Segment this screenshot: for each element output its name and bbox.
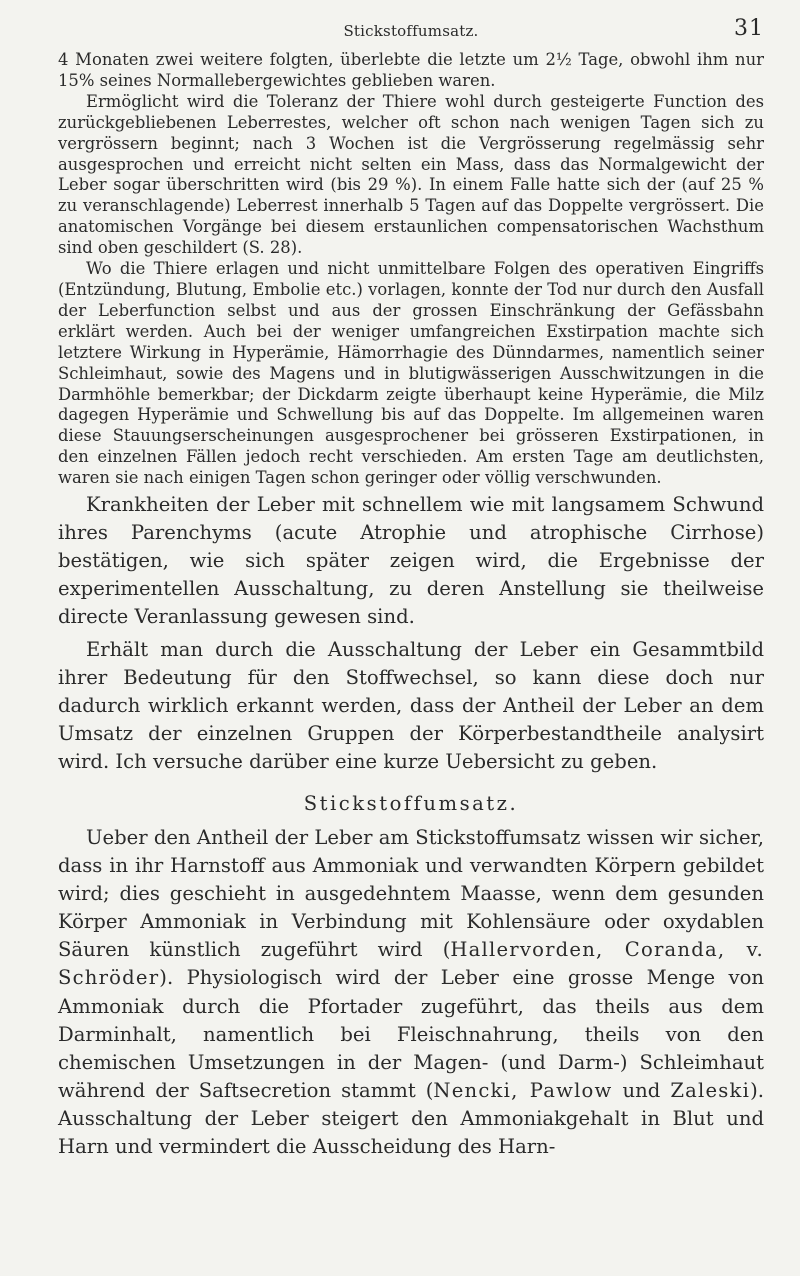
author-names: Zaleski (670, 1078, 751, 1102)
paragraph-large-2: Erhält man durch die Ausschaltung der Leber ein Gesammtbild ihrer Bedeutung für den Stoffwechsel, so kann diese doch nur dadurch wirklich erkannt werden, dass der Antheil der Leber an dem Umsatz der einzelnen Gruppen der Körperbestandtheile analysirt wird. Ich versuche darüber eine kurze Uebersicht zu geben. (58, 637, 764, 773)
text-segment: ). Ausschaltung der Leber steigert den Ammoniakgehalt in Blut und Harn und vermindert die Ausscheidung des Harn- (58, 1078, 764, 1158)
main-text-section (58, 491, 764, 776)
section-heading: Stickstoffumsatz. (303, 791, 519, 815)
paragraph-small-2: Ermöglicht wird die Toleranz der Thiere wohl durch gesteigerte Function des zurückgebliebenen Leberrestes, welcher oft schon nach wenigen Tagen sich zu vergrössern beginnt; nach 3 Wochen ist die Vergrösserung regelmässig sehr ausgesprochen und erreicht nicht selten ein Mass, dass das Normalgewicht der Leber sogar überschritten wird (bis 29 %). In einem Falle hatte sich der (auf 25 % zu veranschlagende) Leberrest innerhalb 5 Tagen auf das Doppelte vergrössert. Die anatomischen Vorgänge bei diesem erstaunlichen compensatorischen Wachsthum sind oben geschildert (S. 28). (58, 91, 764, 258)
page-number: 31 (734, 16, 764, 41)
running-head: Stickstoffumsatz. (343, 22, 479, 40)
author-names: Nencki, Pawlow (433, 1078, 613, 1102)
section-body (58, 824, 764, 1161)
author-names: Hallervorden, Coranda, v. Schröder (58, 938, 764, 990)
paragraph-large-1: Krankheiten der Leber mit schnellem wie mit langsamem Schwund ihres Parenchyms (acute Atrophie und atrophische Cirrhose) bestätigen, wie sich später zeigen wird, die Ergebnisse der experimentellen Ausschaltung, zu deren Anstellung sie theilweise directe Veranlassung gewesen sind. (58, 493, 764, 629)
text-segment: Ueber den Antheil der Leber am Stickstoffumsatz wissen wir sicher, dass in ihr Harnstoff aus Ammoniak und verwandten Körpern gebildet wird; dies geschieht in ausgedehntem Maasse, wenn dem gesunden Körper Ammoniak in Verbindung mit Kohlensäure oder oxydablen Säuren künstlich zugeführt wird ( (58, 825, 764, 962)
paragraph-small-3: Wo die Thiere erlagen und nicht unmittelbare Folgen des operativen Eingriffs (Entzündung, Blutung, Embolie etc.) vorlagen, konnte der Tod nur durch den Ausfall der Leberfunction selbst und aus der grossen Einschränkung der Gefässbahn erklärt werden. Auch bei der weniger umfangreichen Exstirpation machte sich letztere Wirkung in Hyperämie, Hämorrhagie des Dünndarmes, namentlich seiner Schleimhaut, sowie des Magens und in blutigwässerigen Ausschwitzungen in die Darmhöhle bemerkbar; der Dickdarm zeigte überhaupt keine Hyperämie, die Milz dagegen Hyperämie und Schwellung bis auf das Doppelte. Im allgemeinen waren diese Stauungserscheinungen ausgesprochener bei grösseren Exstirpationen, in den einzelnen Fällen jedoch recht verschieden. Am ersten Tage am deutlichsten, waren sie nach einigen Tagen schon geringer oder völlig verschwunden. (58, 259, 764, 488)
paragraph-small-1: 4 Monaten zwei weitere folgten, überlebte die letzte um 2½ Tage, obwohl ihm nur 15% seines Normallebergewichtes geblieben waren. (58, 50, 764, 90)
text-segment: und (612, 1078, 671, 1102)
book-page (58, 14, 764, 1161)
small-print-section (58, 50, 764, 489)
text-segment: ). Physiologisch wird der Leber eine grosse Menge von Ammoniak durch die Pfortader zugeführt, das theils aus dem Darminhalt, namentlich bei Fleischnahrung, theils von den chemischen Umsetzungen in der Magen- (und Darm-) Schleimhaut während der Saftsecretion stammt ( (58, 966, 764, 1102)
page-header (58, 14, 764, 50)
paragraph-stickstoff (58, 824, 764, 1161)
